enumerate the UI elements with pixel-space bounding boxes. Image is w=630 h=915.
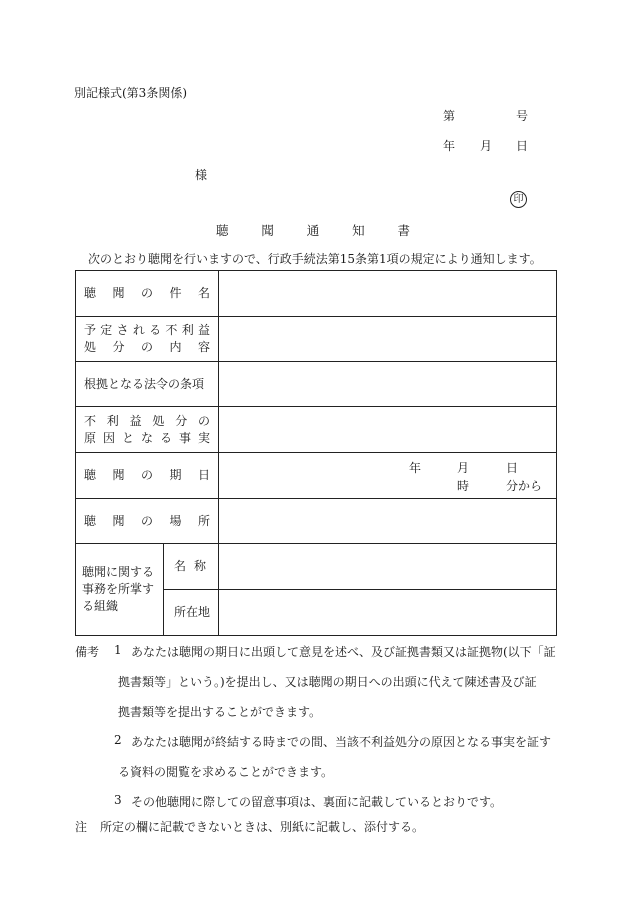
organization-address-value[interactable] bbox=[219, 590, 557, 636]
date-year-label: 年 bbox=[443, 139, 456, 153]
table-row-cause-facts bbox=[76, 407, 557, 453]
remark-1-number: 1 bbox=[114, 643, 122, 657]
date-day-label: 日 bbox=[516, 139, 529, 153]
hearing-minute-label: 分から bbox=[506, 479, 543, 493]
remark-1-line-2: 拠書類等」という。)を提出し、又は聴聞の期日への出頭に代えて陳述書及び証 bbox=[118, 675, 537, 689]
table-row-planned-disposition bbox=[76, 317, 557, 362]
organization-address-label: 所 在 地 bbox=[164, 590, 219, 636]
date-month-label: 月 bbox=[480, 139, 493, 153]
number-label-prefix: 第 bbox=[443, 109, 456, 123]
remark-2-line-2: る資料の閲覧を求めることができます。 bbox=[118, 765, 334, 779]
subject-value[interactable] bbox=[219, 271, 557, 317]
remark-2-line-1: あなたは聴聞が終結する時までの間、当該不利益処分の原因となる事実を証す bbox=[131, 735, 552, 749]
hearing-day-label: 日 bbox=[506, 461, 519, 475]
note-text: 所定の欄に記載できないときは、別紙に記載し、添付する。 bbox=[100, 820, 425, 834]
hearing-place-value[interactable] bbox=[219, 499, 557, 544]
intro-text: 次のとおり聴聞を行いますので、行政手続法第15条第1項の規定により通知します。 bbox=[88, 252, 542, 266]
table-row-hearing-place bbox=[76, 499, 557, 544]
hearing-hour-label: 時 bbox=[457, 479, 470, 493]
title-char: 知 bbox=[352, 223, 365, 238]
hearing-place-label: 聴 聞 の 場 所 bbox=[76, 499, 219, 544]
legal-basis-value[interactable] bbox=[219, 362, 557, 407]
cause-facts-value[interactable] bbox=[219, 407, 557, 453]
planned-disposition-label: 予 定 さ れ る 不 利 益 処 分 の 内 容 bbox=[76, 317, 219, 362]
document-title bbox=[216, 221, 410, 239]
remark-2-number: 2 bbox=[114, 733, 122, 747]
remark-1-line-1: あなたは聴聞の期日に出頭して意見を述べ、及び証拠書類又は証拠物(以下「証 bbox=[131, 645, 556, 659]
seal-icon: 印 bbox=[510, 191, 527, 208]
remark-1-line-3: 拠書類等を提出することができます。 bbox=[118, 705, 322, 719]
planned-disposition-value[interactable] bbox=[219, 317, 557, 362]
table-row-organization-name bbox=[76, 544, 557, 590]
hearing-date-value[interactable] bbox=[219, 453, 557, 499]
notice-table bbox=[75, 270, 557, 636]
remark-3-number: 3 bbox=[114, 793, 122, 807]
hearing-month-label: 月 bbox=[457, 461, 470, 475]
organization-label: 聴聞に関する 事務を所掌す る組織 bbox=[76, 544, 164, 636]
hearing-year-label: 年 bbox=[409, 461, 422, 475]
title-char: 聞 bbox=[261, 223, 274, 238]
subject-label: 聴 聞 の 件 名 bbox=[76, 271, 219, 317]
table-row-subject bbox=[76, 271, 557, 317]
table-row-legal-basis bbox=[76, 362, 557, 407]
addressee-suffix: 様 bbox=[195, 168, 208, 182]
remarks-label: 備考 bbox=[75, 645, 100, 659]
form-reference: 別記様式(第3条関係) bbox=[74, 86, 187, 100]
note-label: 注 bbox=[75, 820, 88, 834]
remark-3-line-1: その他聴聞に際しての留意事項は、裏面に記載しているとおりです。 bbox=[131, 795, 503, 809]
title-char: 通 bbox=[306, 223, 320, 238]
organization-name-value[interactable] bbox=[219, 544, 557, 590]
organization-name-label: 名 称 bbox=[164, 544, 219, 590]
title-char: 聴 bbox=[216, 223, 229, 238]
cause-facts-label: 不 利 益 処 分 の 原 因 と な る 事 実 bbox=[76, 407, 219, 453]
title-char: 書 bbox=[397, 223, 410, 238]
number-label-suffix: 号 bbox=[516, 109, 529, 123]
legal-basis-label: 根拠となる法令の条項 bbox=[76, 362, 219, 407]
table-row-hearing-date bbox=[76, 453, 557, 499]
hearing-date-label: 聴 聞 の 期 日 bbox=[76, 453, 219, 499]
